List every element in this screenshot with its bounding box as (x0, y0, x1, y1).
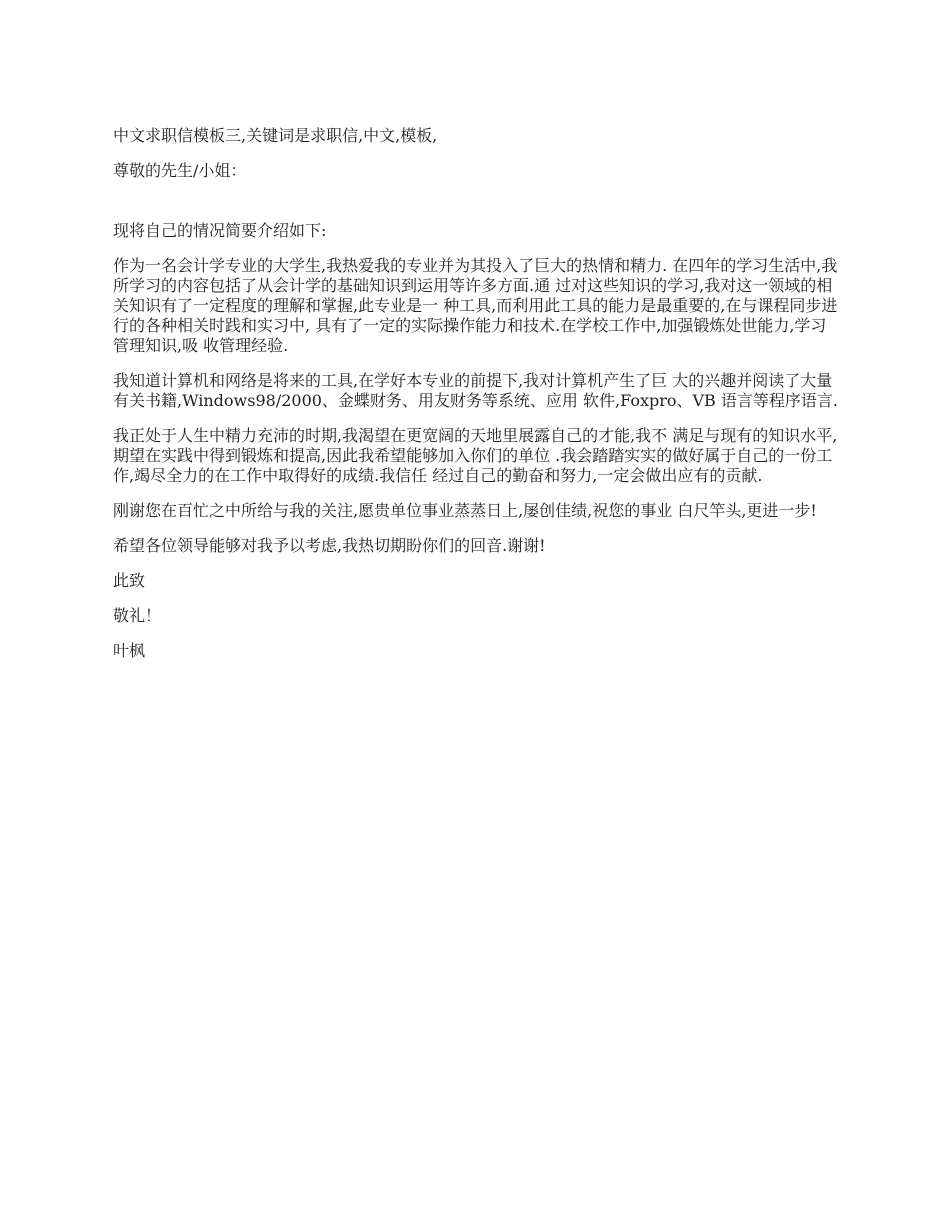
body-paragraph-request: 希望各位领导能够对我予以考虑,我热切期盼你们的回音.谢谢! (113, 536, 546, 555)
body-paragraph-education: 作为一名会计学专业的大学生,我热爱我的专业并为其投入了巨大的热情和精力. 在四年的学习生活中,我所学习的内容包括了从会计学的基础知识到运用等许多方面.通 过对这些知识的学习,我对这一领域的相关知识有了一定程度的理解和掌握,此专业是一 种工具,而利用此工具的能力是最重要的,在与课程同步进行的各种相关时践和实习中, 具有了一定的实际操作能力和技术.在学校工作中,加强锻炼处世能力,学习管理知识,吸 收管理经验. (113, 256, 838, 355)
signature: 叶枫 (113, 641, 146, 660)
intro-line: 现将自己的情况简要介绍如下: (113, 221, 327, 240)
body-paragraph-motivation: 我正处于人生中精力充沛的时期,我渴望在更宽阔的天地里展露自己的才能,我不 满足与现有的知识水平,期望在实践中得到锻炼和提高,因此我希望能够加入你们的单位 .我会踏踏实实的做好属于自己的一份工作,竭尽全力的在工作中取得好的成绩.我信任 经过自己的勤奋和努力,一定会做出应有的贡献. (113, 426, 838, 485)
body-paragraph-computer-skills: 我知道计算机和网络是将来的工具,在学好本专业的前提下,我对计算机产生了巨 大的兴趣并阅读了大量有关书籍,Windows98/2000、金蝶财务、用友财务等系统、应用 软件,Foxpro、VB 语言等程序语言. (113, 371, 838, 410)
salutation: 尊敬的先生/小姐： (113, 161, 247, 180)
document-title-line: 中文求职信模板三,关键词是求职信,中文,模板, (113, 126, 438, 145)
regards-line: 敬礼！ (113, 606, 162, 625)
document-page (113, 126, 838, 676)
body-paragraph-thanks: 刚谢您在百忙之中所给与我的关注,愿贵单位事业蒸蒸日上,屡创佳绩,祝您的事业 白尺竿头,更进一步! (113, 501, 817, 520)
closing-line: 此致 (113, 571, 146, 590)
